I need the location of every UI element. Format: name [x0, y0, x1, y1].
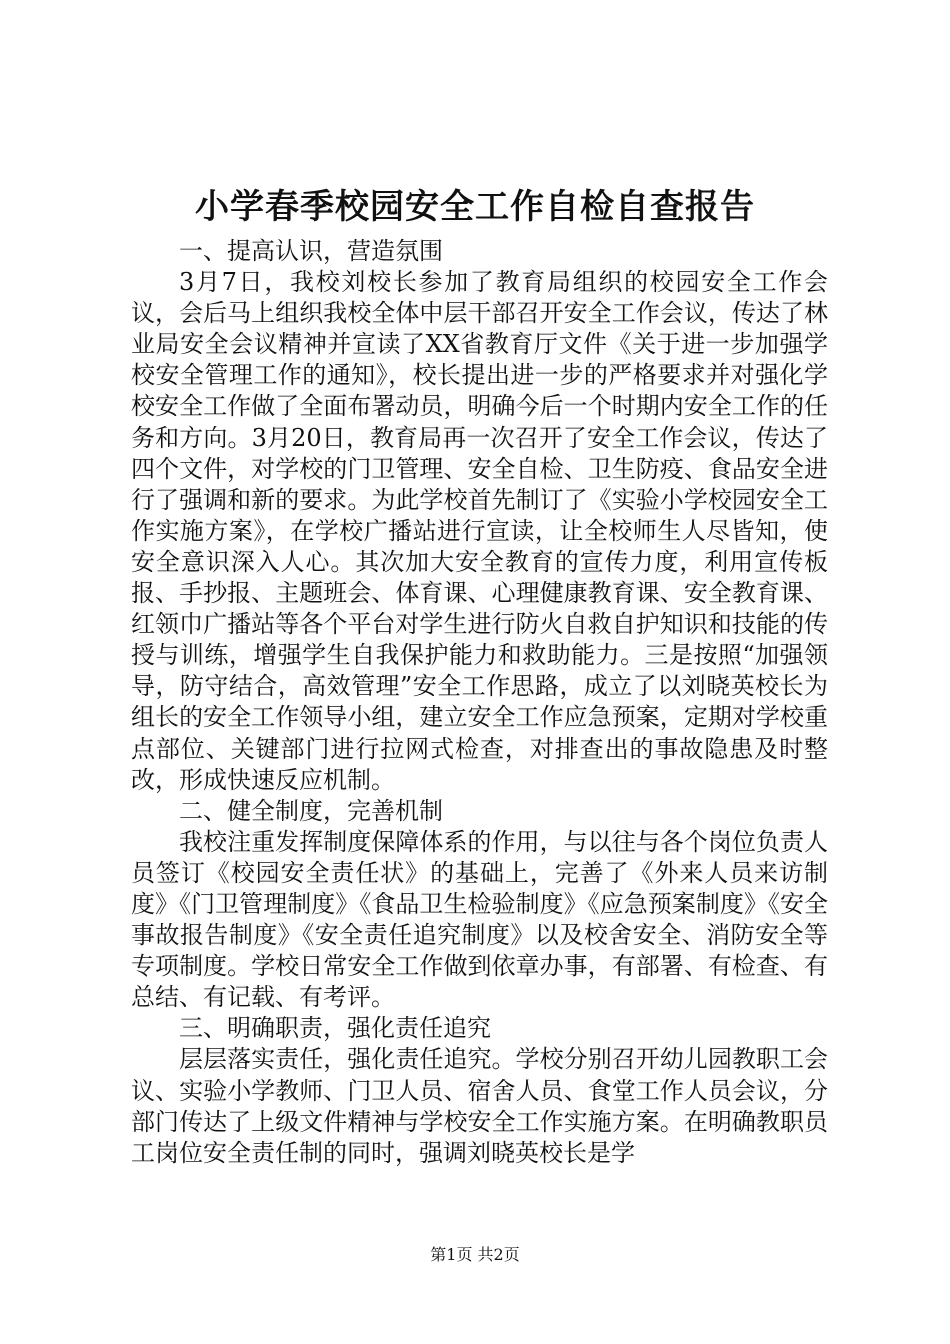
- section-paragraph-2: 我校注重发挥制度保障体系的作用，与以往与各个岗位负责人员签订《校园安全责任状》的基础上，完善了《外来人员来访制度》《门卫管理制度》《食品卫生检验制度》《应急预案制度》《安全事故报告制度》《安全责任追究制度》以及校舍安全、消防安全等专项制度。学校日常安全工作做到依章办事，有部署、有检查、有总结、有记载、有考评。: [131, 827, 828, 1012]
- document-body: [131, 236, 828, 1169]
- section-paragraph-3: 层层落实责任，强化责任追究。学校分别召开幼儿园教职工会议、实验小学教师、门卫人员、宿舍人员、食堂工作人员会议，分部门传达了上级文件精神与学校安全工作实施方案。在明确教职员工岗位安全责任制的同时，强调刘晓英校长是学: [131, 1045, 828, 1167]
- section-paragraph-1: 3月7日，我校刘校长参加了教育局组织的校园安全工作会议，会后马上组织我校全体中层干部召开安全工作会议，传达了林业局安全会议精神并宣读了XX省教育厅文件《关于进一步加强学校安全管理工作的通知》，校长提出进一步的严格要求并对强化学校安全工作做了全面布署动员，明确今后一个时期内安全工作的任务和方向。3月20日，教育局再一次召开了安全工作会议，传达了四个文件，对学校的门卫管理、安全自检、卫生防疫、食品安全进行了强调和新的要求。为此学校首先制订了《实验小学校园安全工作实施方案》，在学校广播站进行宣读，让全校师生人尽皆知，使安全意识深入人心。其次加大安全教育的宣传力度，利用宣传板报、手抄报、主题班会、体育课、心理健康教育课、安全教育课、红领巾广播站等各个平台对学生进行防火自救自护知识和技能的传授与训练，增强学生自我保护能力和救助能力。三是按照“加强领导，防守结合，高效管理”安全工作思路，成立了以刘晓英校长为组长的安全工作领导小组，建立安全工作应急预案，定期对学校重点部位、关键部门进行拉网式检查，对排查出的事故隐患及时整改，形成快速反应机制。: [131, 268, 828, 794]
- document-title: 小学春季校园安全工作自检自查报告: [195, 187, 755, 227]
- section-heading-1: 一、提高认识，营造氛围: [179, 237, 443, 265]
- section-heading-2: 二、健全制度，完善机制: [179, 796, 443, 825]
- section-heading-3: 三、明确职责，强化责任追究: [179, 1014, 491, 1043]
- page-footer: 第1页 共2页: [430, 1245, 520, 1264]
